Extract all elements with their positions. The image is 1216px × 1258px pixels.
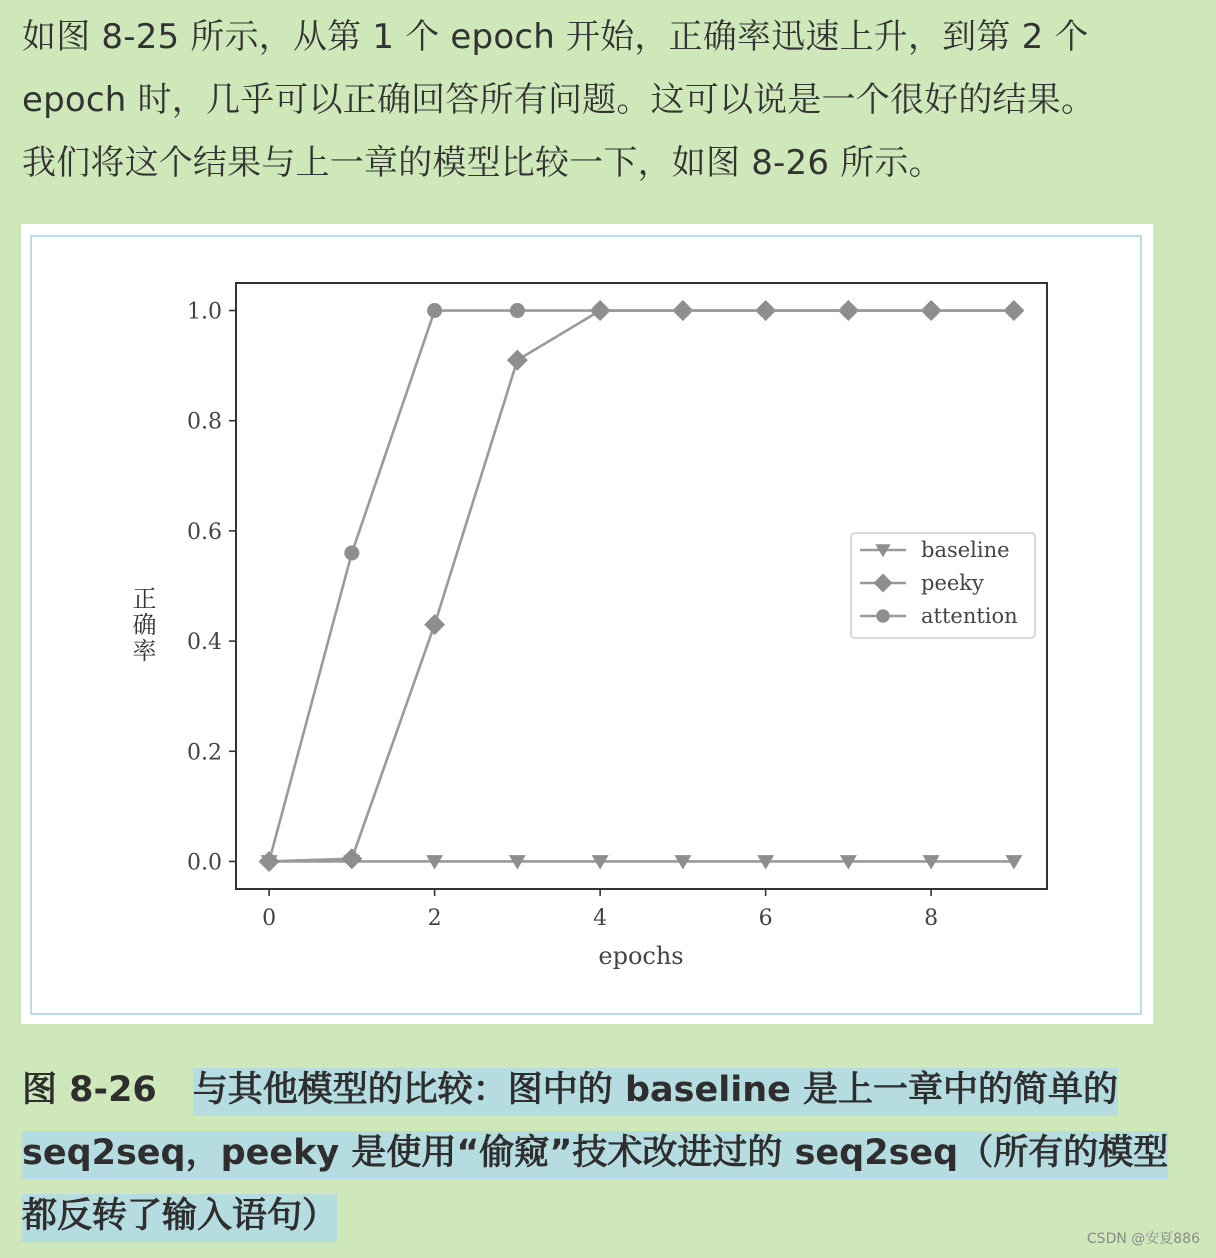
caption-line-1: 与其他模型的比较：图中的 baseline 是上一章中的简单的 — [193, 1068, 1118, 1116]
data-point-attention — [262, 854, 277, 869]
legend-marker-attention — [876, 609, 890, 623]
legend-label-attention: attention — [921, 604, 1018, 628]
y-tick-label: 0.0 — [187, 850, 222, 876]
data-point-attention — [924, 303, 939, 318]
accuracy-chart — [21, 224, 1153, 1024]
x-tick-label: 8 — [924, 906, 939, 931]
x-tick-label: 2 — [427, 906, 442, 931]
x-axis-label: epochs — [598, 942, 684, 970]
y-tick-label: 1.0 — [187, 299, 222, 325]
data-point-attention — [510, 303, 525, 318]
watermark: CSDN @安夏886 — [1086, 1231, 1200, 1247]
data-point-peeky — [341, 848, 362, 869]
figure-caption — [22, 1064, 1168, 1253]
y-tick-label: 0.8 — [187, 409, 222, 435]
data-point-peeky — [507, 350, 528, 371]
data-point-attention — [841, 303, 856, 318]
y-tick-label: 0.2 — [187, 740, 222, 766]
figure-number: 图 8-26 — [22, 1070, 157, 1110]
y-axis-label: 正确率 — [128, 586, 156, 664]
data-point-attention — [344, 545, 359, 560]
data-point-attention — [1006, 303, 1021, 318]
legend-label-baseline: baseline — [921, 538, 1010, 562]
y-tick-label: 0.6 — [187, 519, 222, 545]
x-tick-label: 6 — [758, 906, 773, 931]
paragraph-line-3: 我们将这个结果与上一章的模型比较一下，如图 8-26 所示。 — [22, 143, 943, 183]
data-point-attention — [758, 303, 773, 318]
x-tick-label: 4 — [593, 906, 608, 931]
caption-line-2: seq2seq，peeky 是使用“偷窥”技术改进过的 seq2seq（所有的模型 — [22, 1131, 1168, 1179]
y-tick-label: 0.4 — [187, 630, 222, 656]
figure-container — [21, 224, 1153, 1024]
paragraph-line-2: epoch 时，几乎可以正确回答所有问题。这可以说是一个很好的结果。 — [22, 80, 1096, 120]
legend-label-peeky: peeky — [921, 571, 984, 595]
data-point-peeky — [424, 614, 445, 635]
paragraph-line-1: 如图 8-25 所示，从第 1 个 epoch 开始，正确率迅速上升，到第 2 个 — [22, 17, 1089, 57]
data-point-attention — [427, 303, 442, 318]
x-tick-label: 0 — [262, 906, 277, 931]
data-point-attention — [675, 303, 690, 318]
body-paragraph — [22, 6, 1202, 195]
caption-line-3: 都反转了输入语句） — [22, 1194, 337, 1242]
data-point-attention — [593, 303, 608, 318]
